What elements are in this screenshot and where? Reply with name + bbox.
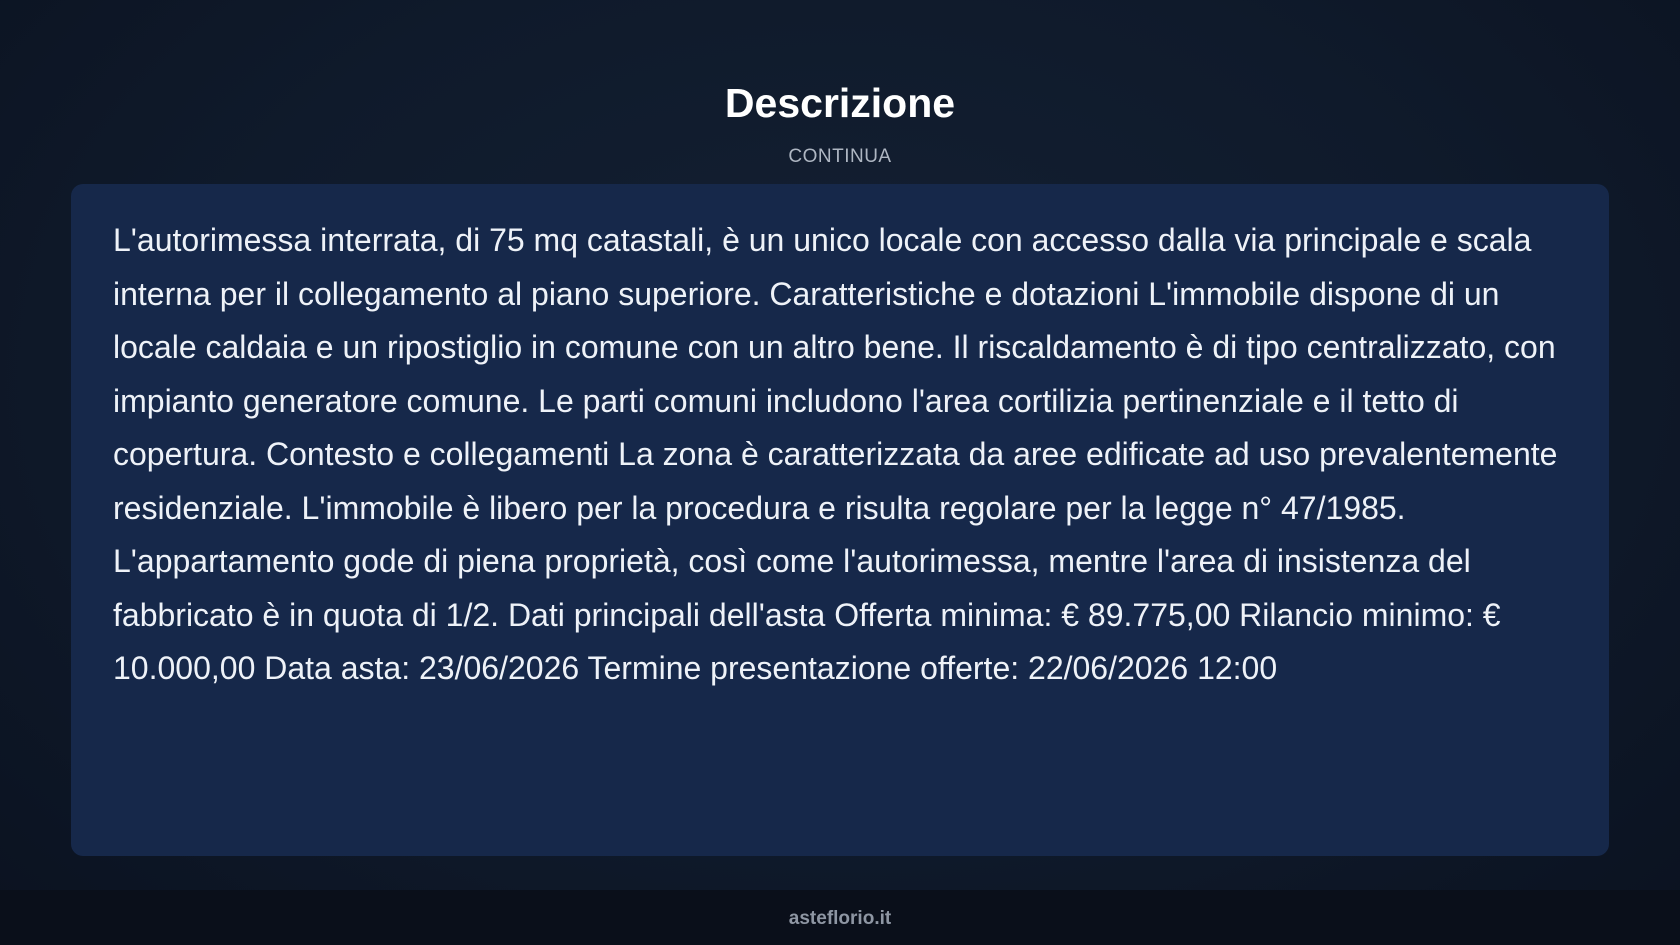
page-title: Descrizione	[724, 80, 956, 126]
description-card	[71, 184, 1609, 856]
footer	[0, 890, 1680, 945]
footer-site-name: asteflorio.it	[788, 908, 892, 929]
description-text: L'autorimessa interrata, di 75 mq catastali, è un unico locale con accesso dalla via principale e scala interna per il collegamento al piano superiore. Caratteristiche e dotazioni L'immobile dispone di un locale caldaia e un ripostiglio in comune con un altro bene. Il riscaldamento è di tipo centralizzato, con impianto generatore comune. Le parti comuni includono l'area cortilizia pertinenziale e il tetto di copertura. Contesto e collegamenti La zona è caratterizzata da aree edificate ad uso prevalentemente residenziale. L'immobile è libero per la procedura e risulta regolare per la legge n° 47/1985. L'appartamento gode di piena proprietà, così come l'autorimessa, mentre l'area di insistenza del fabbricato è in quota di 1/2. Dati principali dell'asta Offerta minima: € 89.775,00 Rilancio minimo: € 10.000,00 Data asta: 23/06/2026 Termine presentazione offerte: 22/06/2026 12:00	[113, 222, 1558, 686]
page-subtitle: CONTINUA	[788, 146, 892, 167]
page-header	[0, 78, 1680, 168]
